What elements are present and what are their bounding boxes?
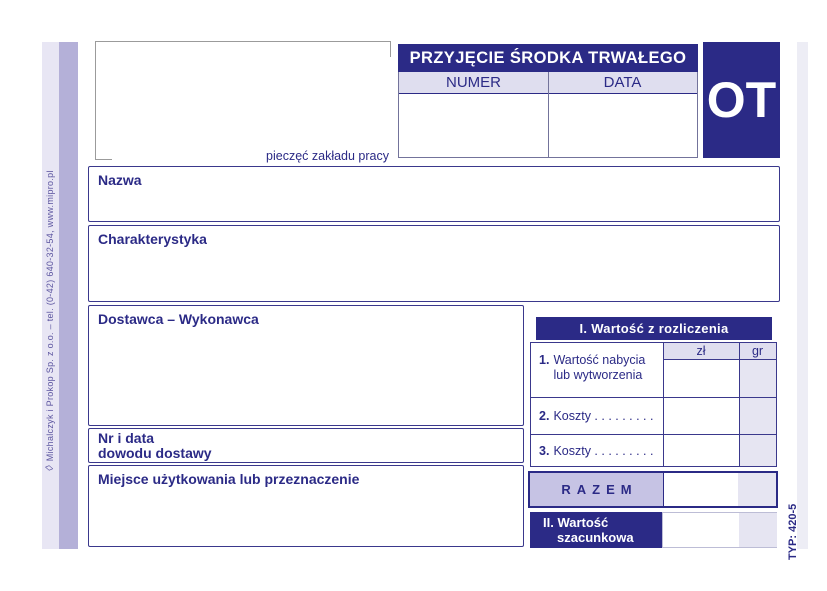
- form-title: PRZYJĘCIE ŚRODKA TRWAŁEGO: [398, 44, 698, 72]
- estimate-gr-cell[interactable]: [739, 513, 777, 547]
- field-nr-i-data-label-line2: dowodu dostawy: [98, 445, 212, 461]
- row-2-label: [531, 397, 663, 434]
- field-dostawca-wykonawca[interactable]: [88, 305, 524, 426]
- numer-data-table: [398, 72, 698, 158]
- row-1-gr-cell[interactable]: [740, 360, 776, 397]
- row-3-gr-cell[interactable]: [740, 435, 776, 466]
- estimate-label: [530, 512, 662, 548]
- doc-symbol-badge: OT: [703, 42, 780, 158]
- data-value-cell[interactable]: [551, 94, 697, 156]
- page-edge-strip: [797, 42, 808, 549]
- stamp-area[interactable]: [95, 41, 391, 163]
- vendor-logo-icon: ◊: [44, 463, 56, 473]
- field-charakterystyka-label: Charakterystyka: [98, 231, 207, 247]
- settlement-table: [530, 342, 777, 467]
- brand-strip-dark: [59, 42, 78, 549]
- field-charakterystyka[interactable]: [88, 225, 780, 302]
- data-header: DATA: [603, 74, 642, 91]
- row-2-zl-cell[interactable]: [664, 398, 739, 434]
- row-3-label: [531, 434, 663, 468]
- field-nr-i-data-dowodu[interactable]: [88, 428, 524, 463]
- row-1-text: Wartość nabycia lub wytworzenia: [553, 353, 646, 382]
- estimate-zl-cell[interactable]: [663, 513, 739, 547]
- numer-value-cell[interactable]: [399, 94, 545, 156]
- field-nr-i-data-label-line1: Nr i data: [98, 430, 155, 446]
- numer-data-divider: [548, 72, 549, 157]
- row-3-zl-cell[interactable]: [664, 435, 739, 466]
- estimate-value-area[interactable]: [662, 512, 777, 548]
- row-3-text: Koszty . . . . . . . . .: [553, 444, 654, 458]
- field-nazwa-label: Nazwa: [98, 172, 142, 188]
- razem-label: RAZEM: [530, 473, 664, 506]
- row-1-num: 1.: [539, 353, 550, 367]
- estimate-label-line2: szacunkowa: [557, 530, 634, 545]
- stamp-caption: pieczęć zakładu pracy: [266, 149, 389, 163]
- razem-gr-cell[interactable]: [738, 473, 776, 506]
- field-dostawca-label: Dostawca – Wykonawca: [98, 311, 259, 327]
- type-code: TYP: 420-5: [787, 503, 799, 560]
- vendor-line-text: Michalczyk i Prokop Sp. z o.o. – tel. (0-42) 640-32-54, www.mipro.pl: [45, 170, 55, 462]
- numer-header: NUMER: [446, 74, 501, 91]
- field-miejsce[interactable]: [88, 465, 524, 547]
- row-1-label: [531, 343, 663, 397]
- field-miejsce-label: Miejsce użytkowania lub przeznaczenie: [98, 471, 360, 487]
- col-header-zl: zł: [696, 344, 706, 358]
- row-2-gr-cell[interactable]: [740, 398, 776, 434]
- row-2-num: 2.: [539, 408, 550, 423]
- row-1-zl-cell[interactable]: [664, 360, 739, 397]
- estimate-label-line1: II. Wartość: [543, 515, 609, 530]
- razem-zl-cell[interactable]: [665, 473, 738, 506]
- row-3-num: 3.: [539, 444, 550, 458]
- razem-row: [528, 471, 778, 508]
- col-header-gr: gr: [751, 344, 764, 358]
- settlement-title: I. Wartość z rozliczenia: [536, 317, 772, 340]
- row-2-text: Koszty . . . . . . . . .: [553, 408, 654, 423]
- field-nazwa[interactable]: [88, 166, 780, 222]
- estimate-row: [530, 512, 777, 548]
- vendor-info-vertical: [42, 42, 59, 549]
